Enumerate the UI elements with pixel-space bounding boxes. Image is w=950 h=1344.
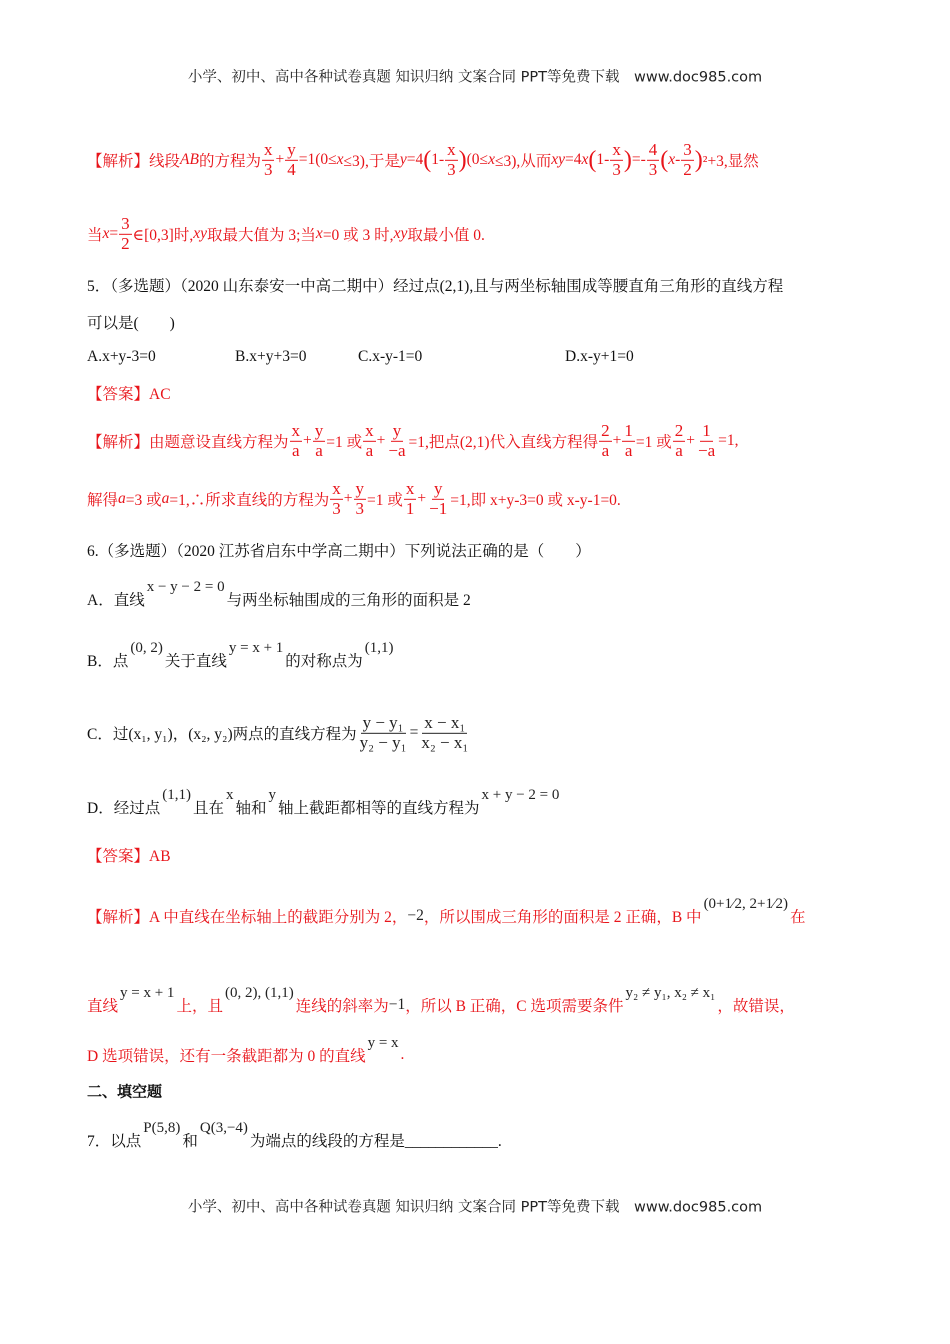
fraction: [404, 480, 417, 518]
text: 7．以点: [87, 1133, 142, 1150]
text: ，故错误，: [717, 998, 795, 1015]
text: +: [303, 432, 312, 449]
math-variable: x: [102, 225, 110, 242]
math-expression: P(5,8): [143, 1119, 181, 1136]
text: =4: [406, 151, 424, 168]
text: =: [409, 724, 419, 741]
text: 取最大值为 3;当: [206, 227, 316, 244]
fraction-denominator: 3: [263, 159, 273, 179]
fraction: [673, 422, 686, 460]
math-expression: y: [268, 786, 276, 803]
question-6-option-d: [87, 786, 561, 818]
answer-6: [87, 844, 171, 866]
bracket: (: [660, 146, 669, 173]
fraction-denominator: 3: [612, 159, 621, 179]
fraction-denominator: x₂ − x₁: [421, 732, 469, 752]
text: C．过(x₁, y₁)，(x₂, y₂)两点的直线方程为: [87, 726, 357, 743]
option-b: B.x+y+3=0: [235, 348, 307, 365]
fraction: [622, 422, 635, 460]
bracket: ): [694, 146, 703, 173]
text: B．点: [87, 653, 129, 670]
fraction: [610, 141, 623, 179]
text: 和: [182, 1133, 198, 1150]
math-expression: −1: [388, 996, 406, 1013]
question-6: [87, 539, 591, 561]
text: 上，且: [176, 998, 223, 1015]
fraction-numerator: x: [612, 139, 621, 159]
fraction-numerator: y: [392, 420, 402, 440]
math-variable: x: [336, 151, 344, 168]
option-c: C.x-y-1=0: [358, 348, 423, 365]
text: D 选项错误，还有一条截距都为 0 的直线: [87, 1048, 366, 1065]
text: A．直线: [87, 592, 145, 609]
text: 轴和: [235, 800, 267, 817]
text: 且在: [192, 800, 224, 817]
text: 当: [87, 227, 103, 244]
fraction: [358, 714, 409, 752]
fraction-denominator: 3: [447, 159, 456, 179]
text: 解得: [87, 492, 119, 509]
section-fill-blank: [87, 1081, 162, 1102]
text: +: [686, 432, 695, 449]
text: +: [417, 490, 427, 507]
question-5-line1: [87, 274, 783, 296]
text: =3 或: [125, 492, 162, 509]
text: 直线: [87, 998, 119, 1015]
fraction-numerator: x: [405, 478, 415, 498]
bracket: (: [423, 146, 432, 173]
math-expression: (1,1): [162, 786, 191, 803]
text: =1,: [718, 432, 739, 449]
fraction-numerator: x: [447, 139, 456, 159]
fraction: [599, 422, 612, 460]
analysis-6-line3: [87, 1034, 405, 1066]
math-variable: x: [581, 151, 589, 168]
math-expression: y = x + 1: [120, 984, 175, 1001]
text: =4: [565, 151, 582, 168]
fraction-denominator: −1: [429, 498, 448, 518]
question-6-option-a: [87, 578, 471, 610]
text: -: [675, 151, 681, 168]
fraction: [290, 422, 303, 460]
text: 连线的斜率为: [295, 998, 389, 1015]
question-7: [87, 1119, 502, 1151]
text: 可以是( ): [87, 315, 175, 332]
text: 轴上截距都相等的直线方程为: [277, 800, 480, 817]
fraction-denominator: 3: [332, 498, 341, 518]
question-5-options: [87, 348, 787, 368]
fraction-numerator: x: [332, 478, 341, 498]
fraction: [330, 480, 343, 518]
fraction-denominator: 3: [648, 159, 658, 179]
text: 【解析】线段: [87, 153, 181, 170]
text: =1(0≤: [298, 151, 337, 168]
fraction-denominator: 4: [287, 159, 296, 179]
text: =1 或: [635, 434, 672, 451]
question-6-option-b: [87, 639, 396, 671]
text: ²+3,显然: [702, 153, 759, 170]
fraction: [419, 714, 470, 752]
math-expression: y = x + 1: [228, 639, 284, 656]
text: =1,∴所求直线的方程为: [169, 492, 330, 509]
fraction-numerator: y: [287, 139, 296, 159]
math-expression: Q(3,−4): [199, 1119, 248, 1136]
text: ，所以围成三角形的面积是 2 正确，B 中: [423, 909, 702, 926]
fraction-denominator: a: [601, 440, 610, 460]
fraction: [647, 141, 660, 179]
math-expression: (0, 2): [130, 639, 163, 656]
text: +: [343, 490, 353, 507]
question-6-option-c: [87, 714, 471, 752]
math-expression: (1,1): [364, 639, 394, 656]
math-variable: xy: [551, 151, 566, 168]
text: 6.（多选题）（2020 江苏省启东中学高二期中）下列说法正确的是（ ）: [87, 543, 591, 560]
text: 为端点的线段的方程是____________.: [249, 1133, 502, 1150]
fraction-numerator: y: [355, 478, 365, 498]
math-expression: (0, 2), (1,1): [224, 984, 294, 1001]
text: 的方程为: [198, 153, 261, 170]
math-variable: xy: [193, 225, 207, 242]
fraction: [386, 422, 407, 460]
fraction-denominator: 2: [121, 233, 130, 253]
analysis-4-line1: [87, 141, 759, 179]
fraction-numerator: x: [291, 420, 301, 440]
text: 在: [789, 909, 806, 926]
fraction-denominator: a: [624, 440, 633, 460]
text: 【解析】由题意设直线方程为: [87, 434, 289, 451]
fraction: [354, 480, 367, 518]
analysis-6-line2: [87, 984, 795, 1016]
option-a: A.x+y-3=0: [87, 348, 156, 365]
fraction-numerator: 1: [702, 420, 711, 440]
math-expression: x + y − 2 = 0: [481, 786, 560, 803]
fraction-denominator: y₂ − y₁: [359, 732, 407, 752]
fraction-denominator: a: [365, 440, 374, 460]
bracket: (: [588, 146, 597, 173]
math-variable: y: [399, 151, 407, 168]
text: 的对称点为: [285, 653, 363, 670]
fraction-numerator: x: [365, 420, 374, 440]
bracket: ): [458, 146, 467, 173]
bracket: ): [623, 146, 632, 173]
fraction-numerator: 3: [683, 139, 692, 159]
math-variable: AB: [180, 151, 199, 168]
text: ∈[0,3]时,: [132, 227, 194, 244]
math-expression: y = x: [367, 1034, 399, 1051]
fraction-numerator: x − x₁: [424, 712, 466, 732]
text: =1,把点(2,1)代入直线方程得: [408, 434, 599, 451]
fraction: [119, 215, 132, 253]
text: 1-: [596, 151, 610, 168]
math-expression: y₂ ≠ y₁, x₂ ≠ x₁: [625, 984, 716, 1001]
math-expression: x − y − 2 = 0: [146, 578, 225, 595]
fraction-denominator: a: [675, 440, 683, 460]
text: +: [376, 432, 386, 449]
text: =0 或 3 时,: [322, 227, 394, 244]
text: =1,即 x+y-3=0 或 x-y-1=0.: [450, 492, 621, 509]
fraction: [696, 422, 717, 460]
fraction-denominator: 3: [355, 498, 365, 518]
fraction: [262, 141, 275, 179]
math-variable: x: [315, 225, 323, 242]
question-5-line2: [87, 311, 175, 333]
fraction-denominator: −a: [697, 440, 716, 460]
analysis-6-line1: [87, 895, 806, 927]
text: D．经过点: [87, 800, 161, 817]
fraction: [427, 480, 449, 518]
text: =1 或: [326, 434, 363, 451]
math-variable: a: [118, 490, 126, 507]
answer-5: [87, 382, 171, 404]
text: 【答案】AB: [87, 848, 171, 865]
text: 关于直线: [164, 653, 227, 670]
fraction: [313, 422, 326, 460]
fraction-numerator: y: [314, 420, 324, 440]
text: 二、填空题: [87, 1082, 163, 1101]
text: 【解析】A 中直线在坐标轴上的截距分别为 2，: [87, 909, 408, 926]
fraction-denominator: 1: [405, 498, 415, 518]
text: +: [275, 151, 285, 168]
fraction-numerator: y − y₁: [362, 712, 404, 732]
analysis-5-line1: [87, 422, 739, 460]
text: 取最小值 0.: [407, 227, 485, 244]
text: =-: [631, 151, 646, 168]
fraction-numerator: 3: [121, 213, 130, 233]
math-variable: x: [668, 151, 676, 168]
math-expression: x: [225, 786, 234, 803]
fraction-denominator: −a: [388, 440, 406, 460]
fraction-numerator: 2: [674, 420, 684, 440]
page-header: 小学、初中、高中各种试卷真题 知识归纳 文案合同 PPT等免费下载 www.doc985.com: [187, 69, 763, 86]
math-variable: xy: [393, 225, 408, 242]
text: 【答案】AC: [87, 386, 171, 403]
text: =: [109, 225, 119, 242]
text: ≤3),从而: [494, 153, 552, 170]
fraction: [363, 422, 376, 460]
fraction-denominator: 2: [683, 159, 692, 179]
text: +: [612, 432, 622, 449]
math-expression: −2: [407, 907, 424, 924]
fraction-denominator: a: [291, 440, 300, 460]
text: ，所以 B 正确，C 选项需要条件: [405, 998, 624, 1015]
fraction: [445, 141, 458, 179]
fraction-numerator: 1: [624, 420, 633, 440]
option-d: D.x-y+1=0: [565, 348, 634, 365]
fraction-numerator: 4: [648, 139, 658, 159]
text: 与两坐标轴围成的三角形的面积是 2: [226, 592, 471, 609]
text: =1 或: [367, 492, 403, 509]
fraction: [285, 141, 298, 179]
fraction-numerator: x: [263, 139, 273, 159]
math-variable: x: [488, 151, 495, 168]
page-footer: 小学、初中、高中各种试卷真题 知识归纳 文案合同 PPT等免费下载 www.doc985.com: [187, 1199, 763, 1216]
fraction-numerator: 2: [601, 420, 610, 440]
text: 5．（多选题）（2020 山东泰安一中高二期中）经过点(2,1),且与两坐标轴围成等腰直角三角形的直线方程: [87, 278, 784, 295]
math-expression: (0+1⁄2, 2+1⁄2): [703, 895, 788, 912]
text: 1-: [431, 151, 445, 168]
text: ≤3),于是: [343, 153, 400, 170]
fraction-denominator: a: [315, 440, 323, 460]
math-variable: a: [161, 490, 170, 507]
fraction: [681, 141, 694, 179]
fraction-numerator: y: [433, 478, 443, 498]
analysis-4-line2: [87, 215, 485, 253]
text: (0≤: [466, 151, 489, 168]
analysis-5-line2: [87, 480, 621, 518]
text: .: [400, 1046, 405, 1063]
